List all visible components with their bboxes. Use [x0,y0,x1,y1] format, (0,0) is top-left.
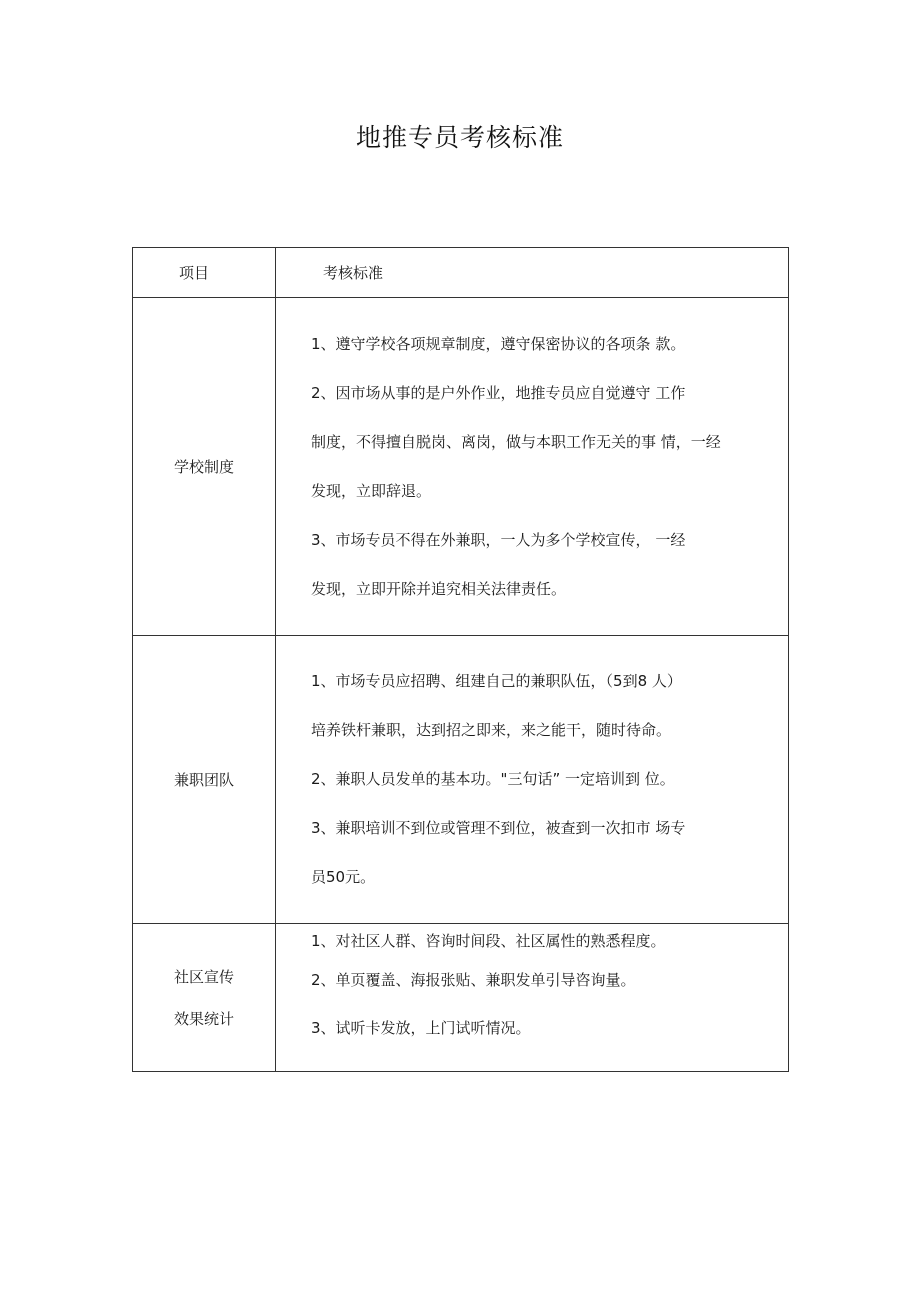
table-row [133,924,789,1072]
table-header-row [133,248,789,298]
standard-line: 培养铁杆兼职，达到招之即来，来之能干，随时待命。 [311,721,672,739]
assessment-table [132,247,789,1072]
standard-line: 员50元。 [311,868,376,886]
standard-line: 2、因市场从事的是户外作业，地推专员应自觉遵守 工作 [311,383,686,402]
standard-line: 3、试听卡发放，上门试听情况。 [311,1019,531,1037]
row-item-label-line2: 效果统计 [173,1009,234,1028]
standard-line: 3、兼职培训不到位或管理不到位，被查到一次扣市 场专 [311,819,686,837]
standard-line: 2、兼职人员发单的基本功。"三句话” 一定培训到 位。 [311,770,675,788]
row-item-label-line1: 社区宣传 [173,967,234,986]
standard-line: 1、对社区人群、咨询时间段、社区属性的熟悉程度。 [311,932,666,950]
row-item-community-promo [133,924,276,1072]
standard-line: 发现，立即开除并追究相关法律责任。 [311,579,567,598]
standard-line: 1、遵守学校各项规章制度，遵守保密协议的各项条 款。 [311,334,686,353]
header-standard: 考核标准 [276,248,789,298]
page-title: 地推专员考核标准 [355,123,564,152]
standard-line: 2、单页覆盖、海报张贴、兼职发单引导咨询量。 [311,971,636,989]
row-standard-part-time-team [276,636,789,924]
row-item-school-rules: 学校制度 [133,298,276,636]
row-item-part-time-team: 兼职团队 [133,636,276,924]
header-item: 项目 [133,248,276,298]
standard-line: 3、市场专员不得在外兼职，一人为多个学校宣传， 一经 [311,530,686,549]
row-standard-school-rules [276,298,789,636]
standard-line: 1、市场专员应招聘、组建自己的兼职队伍，（5到8 人） [311,672,682,690]
table-row [133,298,789,636]
standard-line: 发现，立即辞退。 [311,481,432,500]
row-standard-community-promo [276,924,789,1072]
table-row [133,636,789,924]
standard-line: 制度，不得擅自脱岗、离岗，做与本职工作无关的事 情，一经 [311,432,721,451]
